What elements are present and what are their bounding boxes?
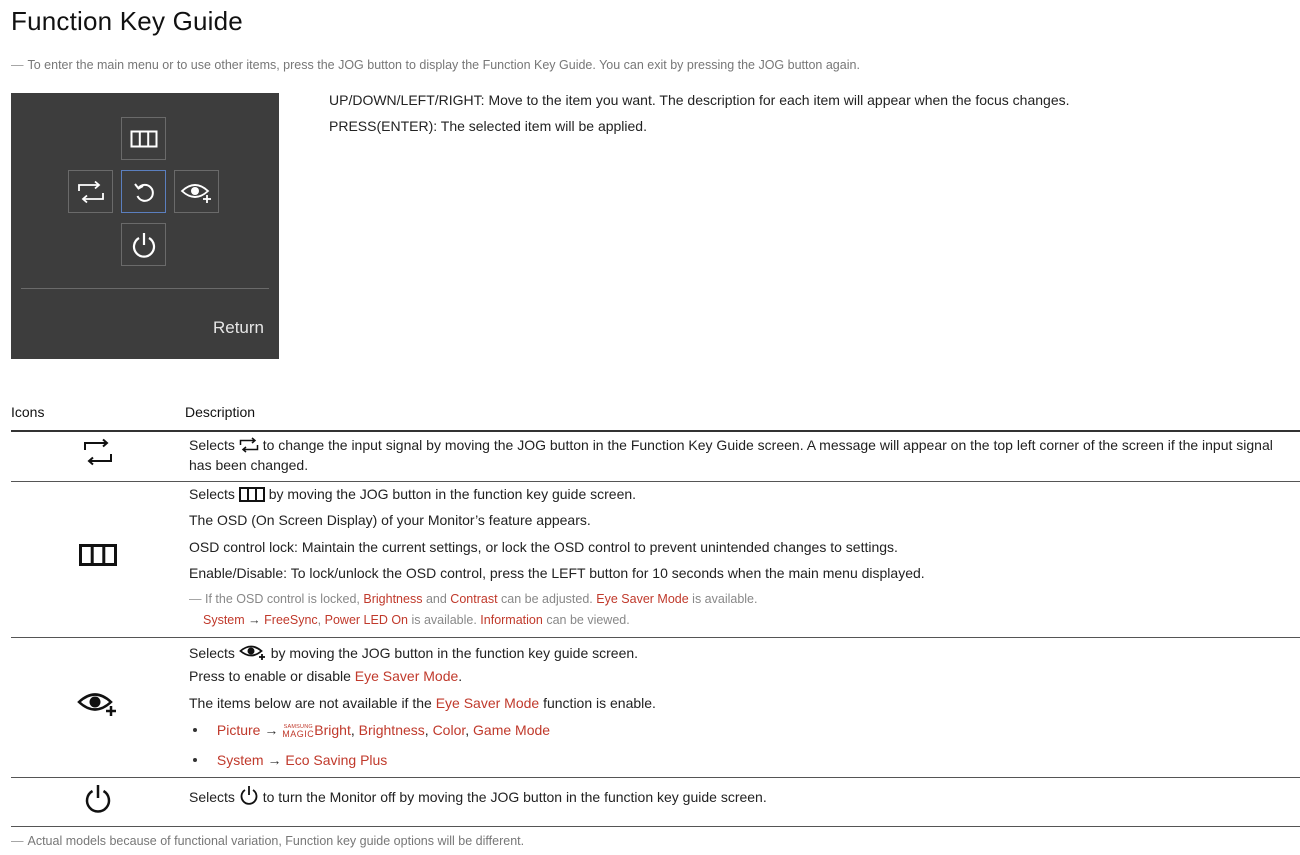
menu-icon <box>239 487 265 502</box>
source-switch-icon <box>239 437 259 453</box>
table-row-divider <box>11 777 1300 778</box>
arrow: → <box>248 613 261 627</box>
power-desc-pre: Selects <box>189 789 235 805</box>
eye-desc-pre: Selects <box>189 645 235 661</box>
source-switch-icon <box>83 438 113 466</box>
eye-desc-post: by moving the JOG button in the function key guide screen. <box>270 645 639 661</box>
brightness-link: Brightness <box>363 592 423 606</box>
panel-divider <box>21 288 269 289</box>
column-header-icons: Icons <box>11 404 45 420</box>
table-bottom-rule <box>11 826 1300 827</box>
table-row-source-description <box>189 435 1299 475</box>
menu-desc-line-3: OSD control lock: Maintain the current settings, or lock the OSD control to prevent unintended changes to settings. <box>189 539 898 555</box>
eye-saver-mode-link: Eye Saver Mode <box>435 695 540 711</box>
table-row-divider <box>11 637 1300 638</box>
page-title: Function Key Guide <box>11 6 243 36</box>
eye-bullet-2 <box>189 752 387 768</box>
source-desc-post: to change the input signal by moving the JOG button in the Function Key Guide screen. A message will appear on the top left corner of the screen if the input signal has been changed. <box>189 437 1273 473</box>
eye-bullet-1 <box>189 722 550 738</box>
eye-desc-text: function is enable. <box>543 695 656 711</box>
menu-desc-line-4: Enable/Disable: To lock/unlock the OSD control, press the LEFT button for 10 seconds when the main menu displayed. <box>189 565 925 581</box>
table-row-source-icon-cell <box>11 437 184 467</box>
return-icon <box>132 180 156 204</box>
power-desc-post: to turn the Monitor off by moving the JOG button in the function key guide screen. <box>262 789 767 805</box>
note-text: If the OSD control is locked, <box>204 592 360 606</box>
footer-note <box>11 834 524 848</box>
power-button[interactable] <box>121 223 166 266</box>
information-link: Information <box>480 613 543 627</box>
source-switch-icon <box>77 180 105 204</box>
menu-lock-note-2 <box>203 613 630 627</box>
intro-note-text: To enter the main menu or to use other items, press the JOG button to display the Function Key Guide. You can exit by pressing the JOG button again. <box>27 58 860 72</box>
note-dash: — <box>11 58 24 72</box>
table-header-rule <box>11 430 1300 432</box>
contrast-link: Contrast <box>450 592 498 606</box>
table-row-eye-icon-cell <box>11 688 184 718</box>
power-icon <box>84 783 112 813</box>
eye-desc-line-3 <box>189 695 656 711</box>
table-row-menu-icon-cell <box>11 540 184 570</box>
power-icon <box>131 231 157 259</box>
press-instruction: PRESS(ENTER): The selected item will be applied. <box>329 118 647 134</box>
note-text: can be viewed. <box>546 613 630 627</box>
source-button[interactable] <box>68 170 113 213</box>
game-mode-link: Game Mode <box>473 722 551 738</box>
eye-saver-mode-link: Eye Saver Mode <box>596 592 689 606</box>
eye-saver-icon <box>180 180 214 204</box>
menu-button[interactable] <box>121 117 166 160</box>
note-dash: — <box>189 592 202 606</box>
bullet <box>193 728 197 732</box>
arrow: → <box>267 752 282 768</box>
note-text: is available. <box>692 592 758 606</box>
menu-icon <box>79 544 117 566</box>
function-key-guide-panel <box>11 93 279 359</box>
samsung-magic-logo <box>282 724 314 738</box>
source-desc-pre: Selects <box>189 437 235 453</box>
table-row-divider <box>11 481 1300 482</box>
comma: , <box>424 722 429 738</box>
power-led-on-link: Power LED On <box>324 613 408 627</box>
freesync-link: FreeSync <box>264 613 318 627</box>
brightness-link: Brightness <box>358 722 425 738</box>
comma: , <box>317 613 322 627</box>
menu-lock-note-1 <box>189 592 758 606</box>
eye-saver-icon <box>77 689 119 717</box>
menu-desc-post: by moving the JOG button in the function key guide screen. <box>268 486 637 502</box>
eye-desc-text: The items below are not available if the <box>189 695 432 711</box>
eco-saving-plus-link: Eco Saving Plus <box>285 752 388 768</box>
menu-desc-line-2: The OSD (On Screen Display) of your Monitor’s feature appears. <box>189 512 591 528</box>
menu-icon <box>130 130 158 148</box>
note-text: and <box>425 592 447 606</box>
magic-bright-link: Bright <box>314 722 351 738</box>
menu-desc-pre: Selects <box>189 486 235 502</box>
eye-saver-icon <box>239 643 267 661</box>
column-header-description: Description <box>185 404 256 420</box>
note-text: is available. <box>411 613 477 627</box>
return-label: Return <box>212 318 264 337</box>
system-link: System <box>203 613 245 627</box>
samsung-wordmark: SAMSUNG <box>283 724 313 730</box>
navigation-instruction: UP/DOWN/LEFT/RIGHT: Move to the item you want. The description for each item will appear when the focus changes. <box>329 92 1070 108</box>
color-link: Color <box>432 722 466 738</box>
note-text: can be adjusted. <box>501 592 593 606</box>
period: . <box>458 668 463 684</box>
eye-desc-line-1 <box>189 643 638 661</box>
power-desc-line <box>189 785 767 805</box>
eye-desc-line-2 <box>189 668 462 684</box>
comma: , <box>465 722 470 738</box>
menu-desc-line-1 <box>189 486 636 502</box>
eye-desc-text: Press to enable or disable <box>189 668 351 684</box>
arrow: → <box>264 722 279 738</box>
bullet <box>193 758 197 762</box>
footer-note-text: Actual models because of functional variation, Function key guide options will be different. <box>27 834 525 848</box>
magic-wordmark: MAGIC <box>282 729 315 739</box>
eye-saver-mode-link: Eye Saver Mode <box>354 668 459 684</box>
note-dash: — <box>11 834 24 848</box>
comma: , <box>350 722 355 738</box>
system-link: System <box>216 752 264 768</box>
return-button[interactable] <box>121 170 166 213</box>
intro-note <box>11 58 860 72</box>
table-row-power-icon-cell <box>11 782 184 814</box>
power-icon <box>239 785 259 805</box>
eye-saver-button[interactable] <box>174 170 219 213</box>
picture-link: Picture <box>216 722 261 738</box>
